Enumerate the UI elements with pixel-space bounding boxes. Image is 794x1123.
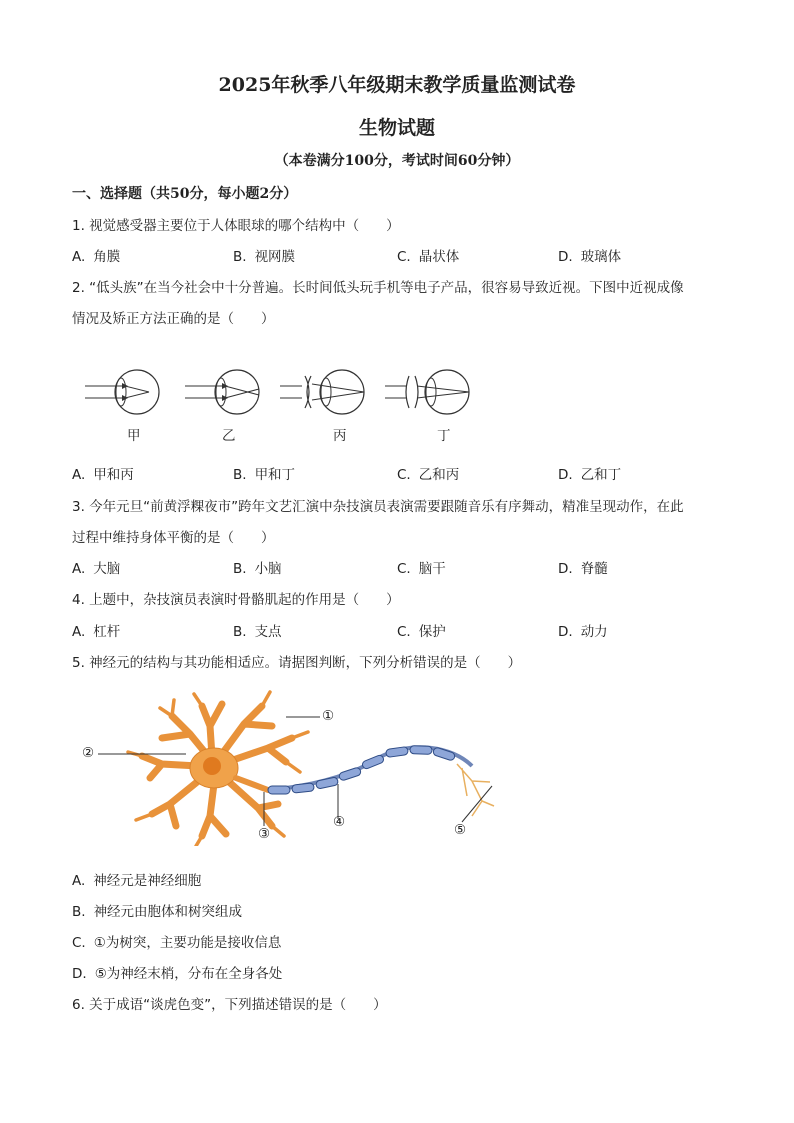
q5-option-d[interactable]: D. ⑤为神经末梢，分布在全身各处 <box>72 966 283 982</box>
question-2-stem-line2: 情况及矫正方法正确的是（ ） <box>72 311 275 327</box>
figure-label-yi: 乙 <box>222 428 236 444</box>
q5-option-b[interactable]: B. 神经元由胞体和树突组成 <box>72 904 243 920</box>
question-4-stem: 4. 上题中，杂技演员表演时骨骼肌起的作用是（ ） <box>72 592 400 608</box>
q1-option-d[interactable]: D. 玻璃体 <box>558 249 622 265</box>
q4-option-b[interactable]: B. 支点 <box>233 624 282 640</box>
q1-option-b[interactable]: B. 视网膜 <box>233 249 296 265</box>
q2-option-c[interactable]: C. 乙和丙 <box>397 467 460 483</box>
neuron-label-3: ③ <box>258 826 271 842</box>
eye-diagram-jia <box>85 370 159 414</box>
q3-option-c[interactable]: C. 脑干 <box>397 561 446 577</box>
q2-option-a[interactable]: A. 甲和丙 <box>72 467 134 483</box>
q5-option-a[interactable]: A. 神经元是神经细胞 <box>72 873 202 889</box>
q3-option-a[interactable]: A. 大脑 <box>72 561 121 577</box>
q3-option-b[interactable]: B. 小脑 <box>233 561 282 577</box>
question-1-stem: 1. 视觉感受器主要位于人体眼球的哪个结构中（ ） <box>72 218 400 234</box>
neuron-diagram <box>72 686 512 846</box>
neuron-label-4: ④ <box>333 814 346 830</box>
eye-diagram-bing <box>280 370 364 414</box>
subject-title: 生物试题 <box>358 117 435 139</box>
q1-option-a[interactable]: A. 角膜 <box>72 249 121 265</box>
eye-diagram-ding <box>385 370 469 414</box>
page-title: 2025年秋季八年级期末教学质量监测试卷 <box>218 74 576 96</box>
q5-option-c[interactable]: C. ①为树突，主要功能是接收信息 <box>72 935 282 951</box>
question-3-stem-line2: 过程中维持身体平衡的是（ ） <box>72 530 275 546</box>
eye-diagram-yi <box>185 370 259 414</box>
figure-label-bing: 丙 <box>333 428 347 444</box>
q4-option-c[interactable]: C. 保护 <box>397 624 446 640</box>
figure-label-ding: 丁 <box>437 428 451 444</box>
neuron-label-5: ⑤ <box>454 822 467 838</box>
question-5-stem: 5. 神经元的结构与其功能相适应。请据图判断，下列分析错误的是（ ） <box>72 655 522 671</box>
neuron-label-1: ① <box>322 708 335 724</box>
question-3-stem-line1: 3. 今年元旦“前黄浮粿夜市”跨年文艺汇演中杂技演员表演需要跟随音乐有序舞动，精准呈现动作，在此 <box>72 499 684 515</box>
q2-option-b[interactable]: B. 甲和丁 <box>233 467 296 483</box>
question-2-stem-line1: 2. “低头族”在当今社会中十分普遍。长时间低头玩手机等电子产品，很容易导致近视。下图中近视成像 <box>72 280 684 296</box>
q3-option-d[interactable]: D. 脊髓 <box>558 561 608 577</box>
section-heading: 一、选择题（共50分，每小题2分） <box>72 186 298 202</box>
question-6-stem: 6. 关于成语“谈虎色变”，下列描述错误的是（ ） <box>72 997 387 1013</box>
eye-diagrams <box>80 362 480 422</box>
q4-option-d[interactable]: D. 动力 <box>558 624 608 640</box>
exam-note: （本卷满分100分，考试时间60分钟） <box>274 153 520 169</box>
figure-label-jia: 甲 <box>127 428 141 444</box>
q1-option-c[interactable]: C. 晶状体 <box>397 249 460 265</box>
neuron-label-2: ② <box>82 745 95 761</box>
q4-option-a[interactable]: A. 杠杆 <box>72 624 121 640</box>
q2-option-d[interactable]: D. 乙和丁 <box>558 467 622 483</box>
